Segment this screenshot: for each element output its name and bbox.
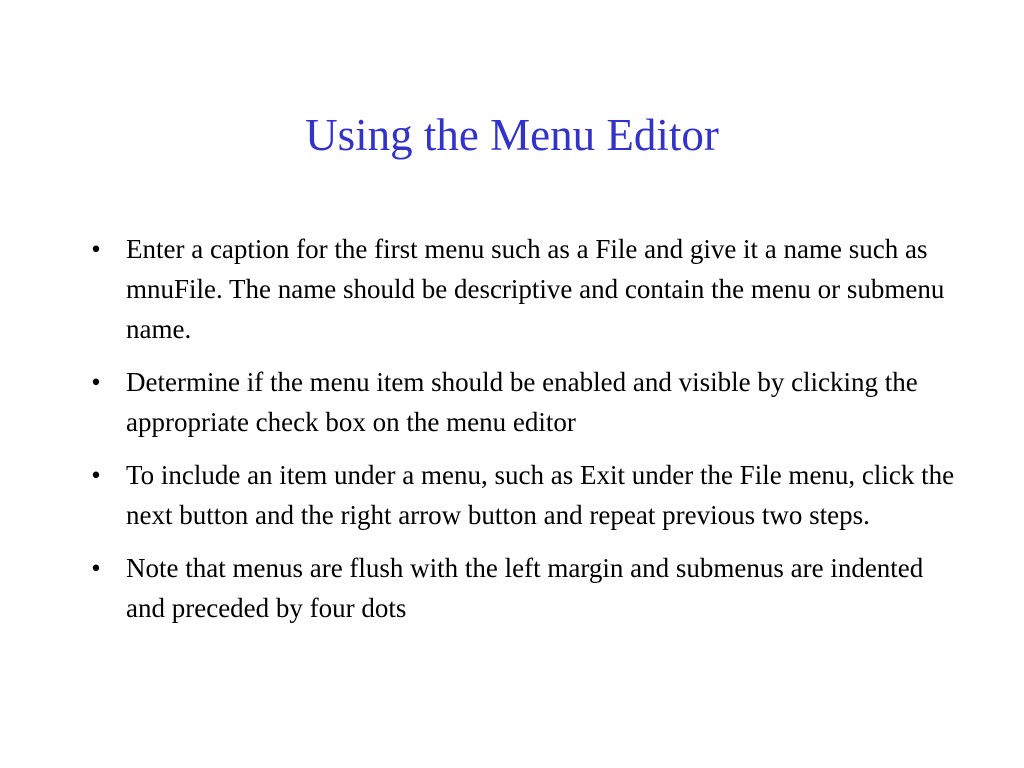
bullet-dot-icon: • (91, 553, 101, 583)
bullet-text: Note that menus are flush with the left margin and submenus are indented and preceded by four dots (126, 553, 924, 623)
bullet-item (86, 455, 956, 535)
bullet-dot-icon: • (91, 460, 101, 490)
bullet-dot-icon: • (91, 234, 101, 264)
bullet-text: Determine if the menu item should be enabled and visible by clicking the appropriate check box on the menu editor (126, 367, 918, 437)
bullet-text: To include an item under a menu, such as Exit under the File menu, click the next button and the right arrow button and repeat previous two steps. (126, 460, 955, 530)
bullet-text: Enter a caption for the first menu such as a File and give it a name such as mnuFile. The name should be descriptive and contain the menu or submenu name. (126, 234, 945, 344)
bullet-dot-icon: • (91, 367, 101, 397)
bullet-item (86, 229, 956, 349)
slide-title: Using the Menu Editor (305, 110, 719, 160)
bullet-list (86, 229, 956, 641)
bullet-item (86, 362, 956, 442)
bullet-item (86, 548, 956, 628)
